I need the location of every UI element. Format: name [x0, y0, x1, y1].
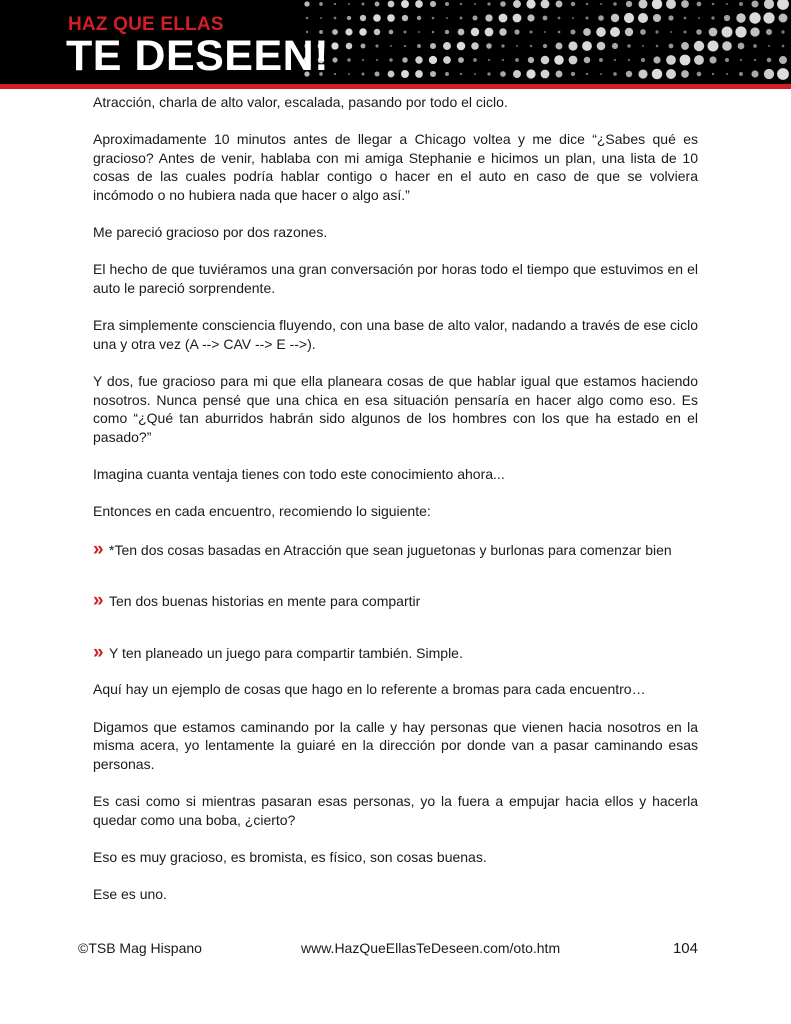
header-dot — [528, 57, 534, 63]
header-dot — [373, 14, 381, 22]
header-dot — [779, 56, 787, 64]
header-dot — [613, 72, 617, 76]
header-dot — [402, 15, 408, 21]
header-dot — [626, 1, 632, 7]
header-dot — [430, 1, 436, 7]
paragraph: Ese es uno. — [93, 885, 167, 902]
header-dot — [473, 16, 478, 21]
paragraph: Era simplemente consciencia fluyendo, con una base de alto valor, nadando a través de ese ciclo una y otra vez (A --> CAV --> E -->). — [93, 317, 698, 352]
header-dot — [753, 44, 757, 48]
header-dot — [347, 58, 350, 61]
header-dot — [304, 1, 309, 6]
header-dot — [375, 72, 380, 77]
list-item — [93, 641, 698, 663]
header-dot — [572, 17, 574, 19]
header-divider — [0, 84, 791, 89]
header-dot — [556, 43, 563, 50]
header-dot — [541, 0, 550, 8]
header-dot — [586, 73, 588, 75]
header-dot — [529, 30, 532, 33]
header-dot — [485, 28, 494, 37]
header-dot — [500, 71, 506, 77]
header-dot — [402, 57, 408, 63]
header-dot — [319, 2, 323, 6]
header-dot — [360, 15, 366, 21]
header-dot — [526, 0, 535, 9]
double-chevron-icon: » — [93, 641, 104, 663]
header-dot — [568, 41, 577, 50]
header-dot — [638, 69, 647, 78]
header-dot — [598, 15, 604, 21]
header-dot — [415, 56, 422, 63]
header-dot — [768, 45, 770, 47]
header-dot — [485, 14, 492, 21]
header-dot — [709, 56, 716, 63]
list-item — [93, 592, 698, 611]
header-dot — [681, 0, 689, 8]
header-dot — [526, 69, 535, 78]
header-dot — [516, 45, 518, 47]
header-dot — [736, 13, 745, 22]
header-dot — [513, 70, 521, 78]
header-dot — [387, 14, 395, 22]
header-dot — [359, 28, 366, 35]
header-dot — [782, 45, 785, 48]
paragraph: El hecho de que tuviéramos una gran conversación por horas todo el tiempo que estuvimos en el auto le pareció sorprendente. — [93, 261, 698, 296]
header-dot — [460, 17, 463, 20]
header-dot — [332, 29, 338, 35]
header-dot — [653, 14, 661, 22]
header-dot — [709, 28, 718, 37]
header-dot — [669, 44, 674, 49]
header-dot — [724, 15, 730, 21]
header-dot — [777, 0, 789, 10]
header-dot — [725, 58, 729, 62]
header-dot — [696, 29, 702, 35]
header-dot — [530, 45, 532, 47]
header-dot — [460, 73, 462, 75]
header-dot — [389, 30, 394, 35]
header-dot — [501, 44, 504, 47]
page-header — [0, 0, 791, 84]
header-dot — [750, 27, 759, 36]
bullet-list — [93, 538, 698, 663]
header-dot — [694, 41, 704, 51]
header-dot — [514, 29, 519, 34]
paragraph: Digamos que estamos caminando por la calle y hay personas que vienen hacia nosotros en la misma acera, yo lentamente la guiaré en la dirección por donde van a pasar caminando esas personas. — [93, 718, 698, 772]
header-dot — [361, 44, 366, 49]
header-dot — [404, 45, 406, 47]
header-dot — [332, 57, 337, 62]
paragraph: Es casi como si mientras pasaran esas personas, yo la fuera a empujar hacia ellos y hacerla quedar como una boba, ¿cierto? — [93, 793, 698, 828]
footer-url[interactable]: www.HazQueEllasTeDeseen.com/oto.htm — [301, 940, 561, 956]
header-dot — [764, 0, 774, 9]
header-dot — [600, 73, 602, 75]
header-dot — [443, 56, 451, 64]
header-dot — [401, 0, 409, 8]
header-dot — [544, 31, 546, 33]
header-dot — [320, 17, 322, 19]
paragraph: Entonces en cada encuentro, recomiendo lo siguiente: — [93, 503, 431, 520]
header-dot — [388, 71, 395, 78]
paragraph: Imagina cuanta ventaja tienes con todo este conocimiento ahora... — [93, 465, 505, 482]
footer-copyright: ©TSB Mag Hispano — [78, 940, 202, 956]
header-dot — [680, 55, 691, 66]
header-dot — [681, 42, 689, 50]
header-dot — [642, 45, 644, 47]
header-dot — [445, 2, 449, 6]
header-dot — [711, 16, 714, 19]
header-dot — [541, 56, 550, 65]
header-dot — [640, 29, 646, 35]
header-dot — [612, 43, 618, 49]
header-dot — [571, 30, 576, 35]
header-dot — [735, 26, 746, 37]
header-dot — [541, 70, 550, 79]
header-dot — [388, 1, 395, 8]
header-dot — [500, 1, 506, 7]
header-dot — [625, 28, 633, 36]
header-dot — [655, 30, 658, 33]
header-dot — [458, 57, 464, 63]
header-dot — [684, 17, 687, 20]
header-dot — [443, 42, 451, 50]
header-dot — [556, 71, 563, 78]
header-dot — [348, 73, 350, 75]
header-dot — [513, 14, 522, 23]
header-dot — [346, 43, 353, 50]
header-dot — [401, 70, 409, 78]
header-dot — [779, 14, 788, 23]
header-dot — [445, 30, 449, 34]
page-body — [93, 93, 698, 922]
header-dot — [751, 70, 758, 77]
header-dot — [749, 12, 760, 23]
header-dot — [666, 0, 676, 9]
header-dot — [362, 59, 364, 61]
header-dot — [429, 56, 437, 64]
paragraph: Atracción, charla de alto valor, escalada, pasando por todo el ciclo. — [93, 94, 508, 110]
paragraph: Aproximadamente 10 minutos antes de llegar a Chicago voltea y me dice “¿Sabes qué es gracioso? Antes de venir, hablaba con mi amiga Stephanie e hicimos un plan, una lista de 10 cosas de las cuales podría hablar contigo o hacer en el auto en caso de que se volviera incómodo o no hubiera nada que hacer o algo así.” — [93, 131, 698, 203]
header-dot — [502, 59, 504, 61]
header-dot — [473, 58, 477, 62]
header-dot — [569, 56, 578, 65]
header-dot — [487, 72, 490, 75]
header-dot — [404, 31, 407, 34]
header-dot — [487, 2, 490, 5]
header-dot — [499, 14, 508, 23]
header-dot — [554, 55, 564, 65]
header-dot — [584, 57, 591, 64]
page-footer — [78, 940, 698, 962]
header-dot — [418, 31, 420, 33]
header-dot — [684, 31, 687, 34]
header-dot — [656, 45, 659, 48]
page-number: 104 — [672, 940, 698, 957]
header-dot — [515, 58, 519, 62]
header-dot — [767, 58, 772, 63]
header-dot — [739, 72, 743, 76]
header-dot — [738, 43, 745, 50]
header-dot — [571, 72, 575, 76]
header-dot — [543, 44, 547, 48]
header-dot — [471, 28, 479, 36]
header-dot — [638, 13, 648, 23]
header-dot — [707, 40, 718, 51]
header-dot — [712, 3, 715, 6]
header-dot — [558, 31, 561, 34]
header-dot — [488, 59, 490, 61]
paragraph: Eso es muy gracioso, es bromista, es físico, son cosas buenas. — [93, 848, 487, 865]
header-dot — [610, 27, 620, 37]
list-item — [93, 538, 698, 560]
header-dot — [432, 17, 435, 20]
header-dot — [375, 2, 380, 7]
header-dot — [726, 73, 728, 75]
header-dot — [712, 73, 714, 75]
header-dot — [375, 44, 378, 47]
header-dot — [558, 17, 561, 20]
header-dot — [571, 2, 575, 6]
paragraph: Aquí hay un ejemplo de cosas que hago en lo referente a bromas para cada encuentro… — [93, 681, 646, 698]
header-dot — [460, 3, 462, 5]
double-chevron-icon: » — [93, 538, 104, 560]
header-dot — [740, 59, 742, 61]
header-dot — [446, 17, 448, 19]
header-dot — [583, 28, 591, 36]
paragraph: Y dos, fue gracioso para mi que ella planeara cosas de que hablar igual que estamos haciendo nosotros. Nunca pensé que una chica en esa situación pensaría en hacer algo como eso. Es como “¿Qué tan aburridos habrán sido algunos de los hombres con los que ha estado en el pasado?” — [93, 372, 698, 445]
header-dot — [624, 13, 634, 23]
header-dot — [764, 69, 774, 79]
header-dot — [666, 55, 676, 65]
header-dot — [694, 55, 704, 65]
header-dot — [585, 16, 588, 19]
header-dot — [781, 30, 784, 33]
header-dot — [458, 29, 465, 36]
header-dot — [499, 28, 506, 35]
header-dot — [670, 31, 672, 33]
header-dot — [698, 17, 700, 19]
header-dot — [389, 58, 392, 61]
header-dot — [527, 14, 534, 21]
header-dot — [543, 16, 548, 21]
header-dot — [376, 59, 378, 61]
header-dot — [766, 29, 772, 35]
header-dot — [471, 42, 479, 50]
header-dot — [697, 72, 702, 77]
header-dot — [334, 73, 336, 75]
header-dot — [306, 17, 309, 20]
header-dot — [638, 0, 647, 9]
header-dot — [486, 43, 492, 49]
header-dot — [430, 71, 436, 77]
list-item-text: Y ten planeado un juego para compartir también. Simple. — [109, 644, 463, 661]
header-dot — [614, 59, 616, 61]
header-dot — [390, 45, 392, 47]
header-dot — [432, 31, 435, 34]
header-dot — [628, 59, 630, 61]
header-dot — [415, 70, 423, 78]
header-dot — [417, 44, 421, 48]
header-dot — [457, 42, 466, 51]
header-dot — [374, 29, 381, 36]
header-dot — [763, 12, 774, 23]
header-dot — [751, 0, 758, 7]
header-dot — [513, 0, 521, 8]
header-dot — [430, 43, 436, 49]
list-item-text: Ten dos buenas historias en mente para compartir — [109, 593, 421, 610]
header-dot — [641, 58, 645, 62]
header-dot — [597, 42, 606, 51]
header-dot — [739, 2, 743, 6]
header-dot — [652, 0, 663, 9]
paragraph: Me pareció gracioso por dos razones. — [93, 224, 328, 241]
header-dot — [777, 68, 789, 80]
header-dot — [445, 72, 449, 76]
header-dot — [596, 27, 606, 37]
header-dot — [722, 41, 732, 51]
header-dot — [345, 28, 352, 35]
header-dot — [754, 59, 756, 61]
header-dot — [681, 70, 689, 78]
header-dot — [474, 3, 476, 5]
header-dot — [722, 27, 733, 38]
header-dot — [611, 14, 619, 22]
header-dot — [627, 44, 631, 48]
list-item-text: *Ten dos cosas basadas en Atracción que sean juguetonas y burlonas para comenzar bien — [109, 541, 672, 558]
header-dot — [334, 17, 337, 20]
header-dot — [361, 72, 364, 75]
header-dot — [582, 41, 592, 51]
header-dot — [653, 56, 660, 63]
header-dot — [600, 3, 602, 5]
header-dot — [613, 2, 617, 6]
header-dot — [361, 2, 364, 5]
header-dot — [668, 15, 673, 20]
brand-logo-line1: HAZ QUE ELLAS — [68, 14, 224, 35]
header-dot — [652, 69, 663, 80]
header-dot — [697, 2, 702, 7]
header-dot — [556, 1, 563, 8]
header-dot — [726, 3, 728, 5]
header-dot — [586, 3, 588, 5]
header-dot — [347, 16, 351, 20]
header-dot — [331, 42, 338, 49]
brand-logo-line2: TE DESEEN! — [66, 32, 330, 80]
header-dot — [348, 3, 350, 5]
header-dot — [415, 0, 423, 8]
header-dot — [474, 73, 476, 75]
double-chevron-icon: » — [93, 590, 104, 612]
header-dot — [666, 69, 676, 79]
header-dot — [599, 58, 603, 62]
header-dot — [626, 71, 632, 77]
header-dot — [417, 16, 421, 20]
header-dot — [334, 3, 336, 5]
